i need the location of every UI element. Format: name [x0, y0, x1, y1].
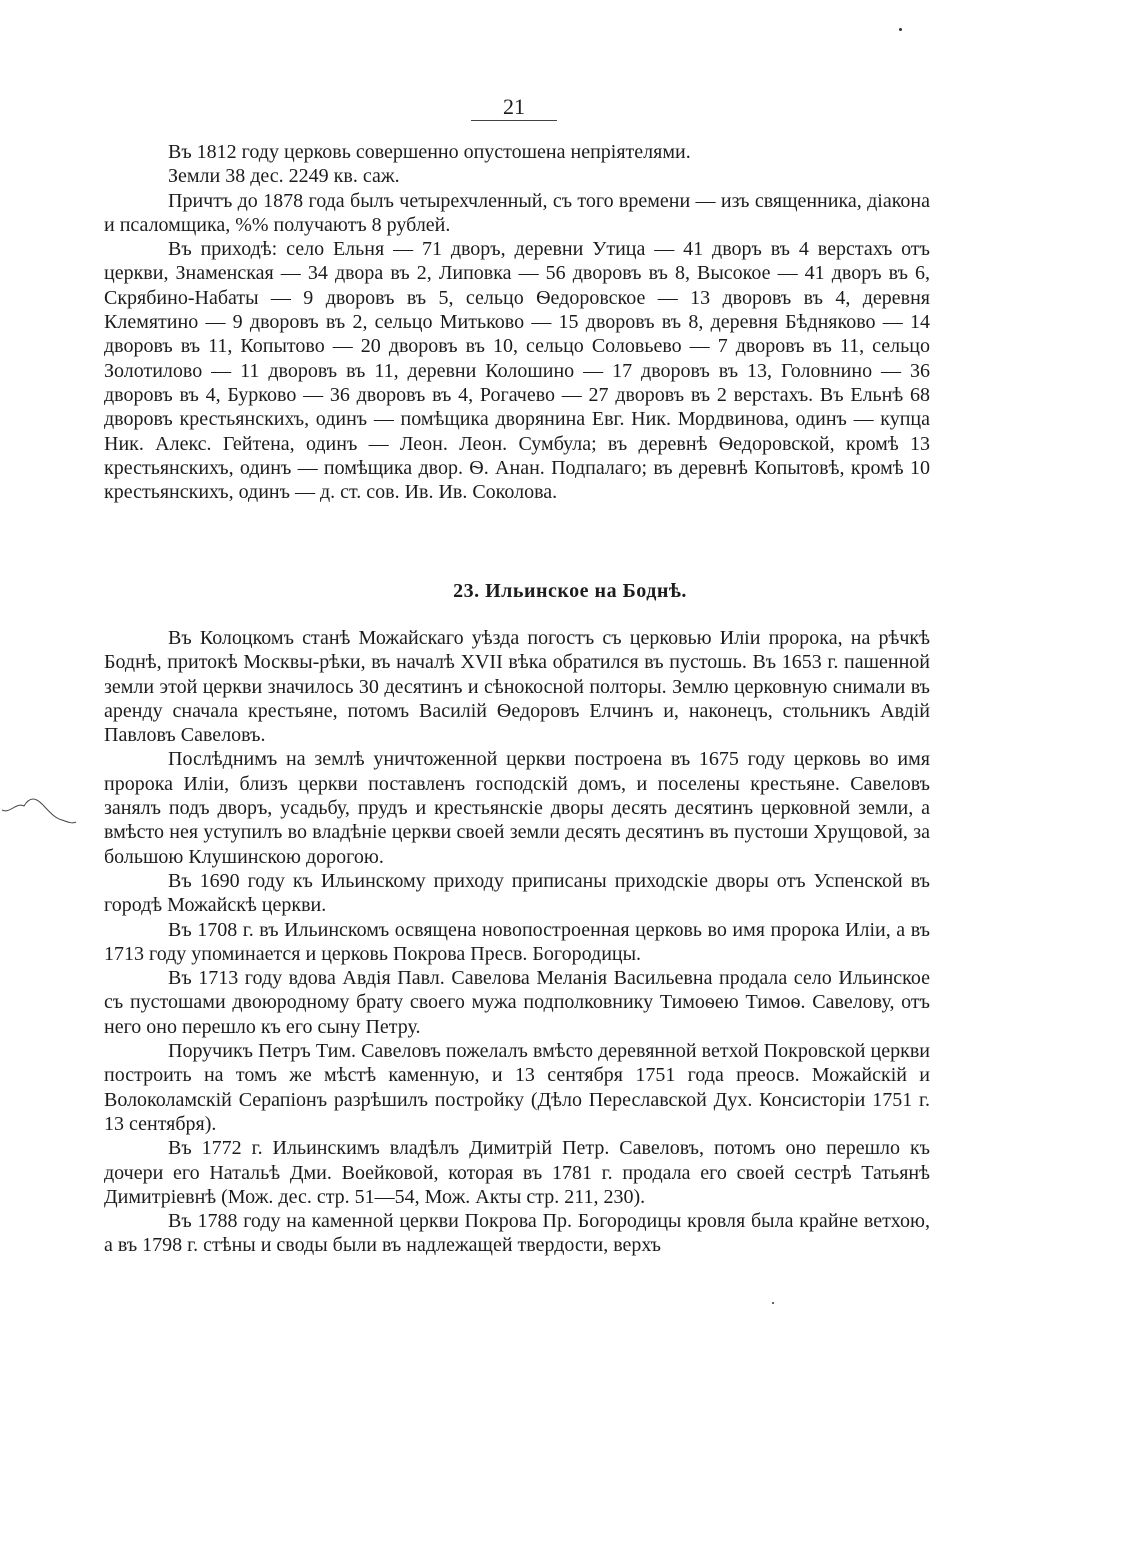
paragraph: Въ 1788 году на каменной церкви Покрова Пр. Богородицы кровля была крайне ветхою, а въ 1798 г. стѣны и своды были въ надлежащей твердости, верхъ	[104, 1210, 930, 1257]
scan-speck	[772, 1302, 774, 1304]
paragraph: Земли 38 дес. 2249 кв. саж.	[168, 165, 400, 188]
intro-text	[104, 140, 930, 504]
section-heading: 23. Ильинское на Боднѣ.	[453, 580, 687, 602]
paragraph: Въ 1708 г. въ Ильинскомъ освящена новопостроенная церковь во имя пророка Иліи, а въ 1713 году упоминается и церковь Покрова Пресв. Богородицы.	[104, 918, 930, 965]
paragraph: Послѣднимъ на землѣ уничтоженной церкви построена въ 1675 году церковь во имя пророка Иліи, близъ церкви поставленъ господскій домъ, и поселены крестьяне. Савеловъ занялъ подъ дворъ, усадьбу, прудъ и крестьянскіе дворы десять десятинъ церковной земли, а вмѣсто нея уступилъ во владѣніе церкви своей земли десять десятинъ въ пустоши Хрущовой, за большою Клушинскою дорогою.	[104, 748, 930, 868]
paragraph: Въ 1690 году къ Ильинскому приходу приписаны приходскіе дворы отъ Успенской въ городѣ Можайскѣ церкви.	[104, 869, 930, 917]
paragraph: Въ Колоцкомъ станѣ Можайскаго уѣзда погостъ съ церковью Иліи пророка, на рѣчкѣ Боднѣ, притокѣ Москвы-рѣки, въ началѣ XVII вѣка обратился въ пустошь. Въ 1653 г. пашенной земли этой церкви значилось 30 десятинъ и сѣнокосной полторы. Землю церковную снимали въ аренду сначала крестьяне, потомъ Василій Ѳедоровъ Елчинъ и, наконецъ, стольникъ Авдій Павловъ Савеловъ.	[104, 627, 930, 747]
paragraph: Причтъ до 1878 года былъ четырехчленный, съ того времени — изъ священника, діакона и псаломщика, %% получаютъ 8 рублей.	[104, 189, 930, 236]
paragraph: Въ 1713 году вдова Авдія Павл. Савелова Меланія Васильевна продала село Ильинское съ пустошами двоюродному брату своего мужа подполковнику Тимоѳею Тимоѳ. Савелову, отъ него оно перешло къ его сыну Петру.	[104, 967, 930, 1038]
page-number: 21	[503, 94, 525, 119]
page-number-rule	[471, 120, 557, 121]
margin-squiggle-mark	[0, 790, 80, 830]
section-text	[104, 626, 930, 1258]
paragraph: Въ приходѣ: село Ельня — 71 дворъ, деревни Утица — 41 дворъ въ 4 верстахъ отъ церкви, Знаменская — 34 двора въ 2, Липовка — 56 дворовъ въ 8, Высокое — 41 дворъ въ 6, Скрябино-Набаты — 9 дворовъ въ 5, сельцо Ѳедоровское — 13 дворовъ въ 4, деревня Клемятино — 9 дворовъ въ 2, сельцо Митьково — 15 дворовъ въ 8, деревня Бѣдняково — 14 дворовъ въ 11, Копытово — 20 дворовъ въ 10, сельцо Соловьево — 7 дворовъ въ 11, сельцо Золотилово — 11 дворовъ въ 11, деревни Колошино — 17 дворовъ въ 13, Головнино — 36 дворовъ въ 4, Бурково — 36 дворовъ въ 4, Рогачево — 27 дворовъ въ 2 верстахъ. Въ Ельнѣ 68 дворовъ крестьянскихъ, одинъ — помѣщика дворянина Евг. Ник. Мордвинова, одинъ — купца Ник. Алекс. Гейтена, одинъ — Леон. Леон. Сумбула; въ деревнѣ Ѳедоровской, кромѣ 13 крестьянскихъ, одинъ — помѣщика двор. Ѳ. Анан. Подпалаго; въ деревнѣ Копытовѣ, кромѣ 10 крестьянскихъ, одинъ — д. ст. сов. Ив. Ив. Соколова.	[104, 238, 930, 504]
paragraph: Въ 1812 году церковь совершенно опустошена непріятелями.	[168, 141, 691, 163]
scan-speck	[899, 28, 902, 31]
page-header	[470, 94, 558, 121]
paragraph: Поручикъ Петръ Тим. Савеловъ пожелалъ вмѣсто деревянной ветхой Покровской церкви построить на томъ же мѣстѣ каменную, и 13 сентября 1751 года преосв. Можайскій и Волоколамскій Серапіонъ разрѣшилъ постройку (Дѣло Переславской Дух. Консисторіи 1751 г. 13 сентября).	[104, 1040, 930, 1135]
paragraph: Въ 1772 г. Ильинскимъ владѣлъ Димитрій Петр. Савеловъ, потомъ оно перешло къ дочери его Натальѣ Дми. Воейковой, которая въ 1781 г. продала его своей сестрѣ Татьянѣ Димитріевнѣ (Мож. дес. стр. 51—54, Мож. Акты стр. 211, 230).	[104, 1137, 930, 1208]
